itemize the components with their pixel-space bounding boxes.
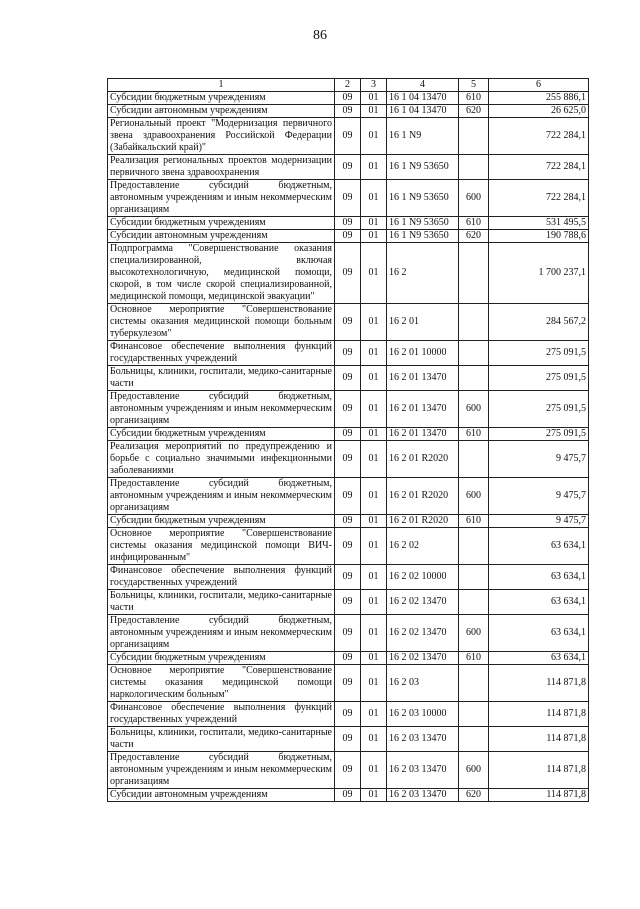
row-subsection-cell: 01 bbox=[361, 92, 387, 105]
row-target-article-cell: 16 2 01 R2020 bbox=[387, 478, 459, 515]
row-target-article-cell: 16 1 N9 53650 bbox=[387, 180, 459, 217]
table-row bbox=[108, 528, 589, 565]
row-expense-type-cell: 610 bbox=[459, 217, 489, 230]
row-amount-cell: 9 475,7 bbox=[489, 478, 589, 515]
row-expense-type-cell: 610 bbox=[459, 92, 489, 105]
row-expense-type-cell: 610 bbox=[459, 652, 489, 665]
row-subsection-cell: 01 bbox=[361, 180, 387, 217]
row-name-cell: Подпрограмма "Совершенствование оказания специализированной, включая высокотехнологичную, медицинской помощи, скорой, в том числе скорой специализированной, медицинской помощи, медицинской эвакуации" bbox=[108, 243, 335, 304]
row-section-cell: 09 bbox=[335, 105, 361, 118]
row-amount-cell: 722 284,1 bbox=[489, 180, 589, 217]
row-amount-cell: 9 475,7 bbox=[489, 441, 589, 478]
row-section-cell: 09 bbox=[335, 441, 361, 478]
row-target-article-cell: 16 2 02 13470 bbox=[387, 652, 459, 665]
row-section-cell: 09 bbox=[335, 515, 361, 528]
row-subsection-cell: 01 bbox=[361, 789, 387, 802]
row-amount-cell: 114 871,8 bbox=[489, 665, 589, 702]
row-name-cell: Финансовое обеспечение выполнения функций государственных учреждений bbox=[108, 702, 335, 727]
table-row bbox=[108, 230, 589, 243]
row-section-cell: 09 bbox=[335, 652, 361, 665]
row-section-cell: 09 bbox=[335, 565, 361, 590]
column-header: 4 bbox=[387, 79, 459, 92]
row-subsection-cell: 01 bbox=[361, 702, 387, 727]
row-section-cell: 09 bbox=[335, 155, 361, 180]
row-subsection-cell: 01 bbox=[361, 155, 387, 180]
row-expense-type-cell bbox=[459, 590, 489, 615]
row-name-cell: Региональный проект "Модернизация первичного звена здравоохранения Российской Федерации (Забайкальский край)" bbox=[108, 118, 335, 155]
row-subsection-cell: 01 bbox=[361, 528, 387, 565]
row-subsection-cell: 01 bbox=[361, 217, 387, 230]
row-amount-cell: 63 634,1 bbox=[489, 652, 589, 665]
row-name-cell: Предоставление субсидий бюджетным, автономным учреждениям и иным некоммерческим организациям bbox=[108, 180, 335, 217]
row-expense-type-cell: 610 bbox=[459, 428, 489, 441]
row-target-article-cell: 16 1 N9 53650 bbox=[387, 155, 459, 180]
row-expense-type-cell bbox=[459, 341, 489, 366]
row-subsection-cell: 01 bbox=[361, 105, 387, 118]
row-section-cell: 09 bbox=[335, 665, 361, 702]
row-name-cell: Больницы, клиники, госпитали, медико-санитарные части bbox=[108, 727, 335, 752]
row-subsection-cell: 01 bbox=[361, 366, 387, 391]
row-name-cell: Предоставление субсидий бюджетным, автономным учреждениям и иным некоммерческим организациям bbox=[108, 391, 335, 428]
row-name-cell: Предоставление субсидий бюджетным, автономным учреждениям и иным некоммерческим организациям bbox=[108, 752, 335, 789]
row-target-article-cell: 16 2 03 13470 bbox=[387, 789, 459, 802]
row-amount-cell: 722 284,1 bbox=[489, 155, 589, 180]
row-target-article-cell: 16 2 01 10000 bbox=[387, 341, 459, 366]
row-target-article-cell: 16 1 N9 bbox=[387, 118, 459, 155]
row-name-cell: Субсидии бюджетным учреждениям bbox=[108, 652, 335, 665]
row-amount-cell: 63 634,1 bbox=[489, 565, 589, 590]
row-expense-type-cell bbox=[459, 118, 489, 155]
table-row bbox=[108, 665, 589, 702]
row-name-cell: Основное мероприятие "Совершенствование системы оказания медицинской помощи наркологическим больным" bbox=[108, 665, 335, 702]
row-expense-type-cell bbox=[459, 304, 489, 341]
row-amount-cell: 275 091,5 bbox=[489, 391, 589, 428]
column-header: 5 bbox=[459, 79, 489, 92]
column-header: 2 bbox=[335, 79, 361, 92]
row-subsection-cell: 01 bbox=[361, 341, 387, 366]
row-section-cell: 09 bbox=[335, 230, 361, 243]
row-amount-cell: 63 634,1 bbox=[489, 615, 589, 652]
table-row bbox=[108, 92, 589, 105]
table-row bbox=[108, 752, 589, 789]
row-section-cell: 09 bbox=[335, 180, 361, 217]
row-subsection-cell: 01 bbox=[361, 590, 387, 615]
row-section-cell: 09 bbox=[335, 366, 361, 391]
table-row bbox=[108, 366, 589, 391]
row-amount-cell: 531 495,5 bbox=[489, 217, 589, 230]
table-row bbox=[108, 789, 589, 802]
row-amount-cell: 26 625,0 bbox=[489, 105, 589, 118]
row-name-cell: Субсидии бюджетным учреждениям bbox=[108, 428, 335, 441]
row-expense-type-cell bbox=[459, 727, 489, 752]
row-section-cell: 09 bbox=[335, 217, 361, 230]
column-header: 1 bbox=[108, 79, 335, 92]
row-amount-cell: 722 284,1 bbox=[489, 118, 589, 155]
row-name-cell: Реализация региональных проектов модернизации первичного звена здравоохранения bbox=[108, 155, 335, 180]
row-amount-cell: 275 091,5 bbox=[489, 366, 589, 391]
row-target-article-cell: 16 2 02 13470 bbox=[387, 590, 459, 615]
row-amount-cell: 114 871,8 bbox=[489, 727, 589, 752]
row-amount-cell: 284 567,2 bbox=[489, 304, 589, 341]
row-expense-type-cell: 620 bbox=[459, 105, 489, 118]
row-target-article-cell: 16 2 02 13470 bbox=[387, 615, 459, 652]
row-amount-cell: 275 091,5 bbox=[489, 341, 589, 366]
row-expense-type-cell: 600 bbox=[459, 752, 489, 789]
row-target-article-cell: 16 2 02 10000 bbox=[387, 565, 459, 590]
row-target-article-cell: 16 2 03 10000 bbox=[387, 702, 459, 727]
row-expense-type-cell: 600 bbox=[459, 180, 489, 217]
table-row bbox=[108, 105, 589, 118]
table-row bbox=[108, 441, 589, 478]
row-expense-type-cell: 620 bbox=[459, 230, 489, 243]
row-amount-cell: 9 475,7 bbox=[489, 515, 589, 528]
row-expense-type-cell: 600 bbox=[459, 478, 489, 515]
row-section-cell: 09 bbox=[335, 789, 361, 802]
row-subsection-cell: 01 bbox=[361, 243, 387, 304]
row-name-cell: Больницы, клиники, госпитали, медико-санитарные части bbox=[108, 366, 335, 391]
row-expense-type-cell bbox=[459, 565, 489, 590]
row-expense-type-cell bbox=[459, 528, 489, 565]
row-section-cell: 09 bbox=[335, 391, 361, 428]
row-subsection-cell: 01 bbox=[361, 752, 387, 789]
row-subsection-cell: 01 bbox=[361, 304, 387, 341]
row-amount-cell: 255 886,1 bbox=[489, 92, 589, 105]
row-name-cell: Предоставление субсидий бюджетным, автономным учреждениям и иным некоммерческим организациям bbox=[108, 615, 335, 652]
row-subsection-cell: 01 bbox=[361, 515, 387, 528]
row-subsection-cell: 01 bbox=[361, 665, 387, 702]
row-expense-type-cell bbox=[459, 366, 489, 391]
table-row bbox=[108, 180, 589, 217]
row-expense-type-cell: 600 bbox=[459, 391, 489, 428]
row-name-cell: Финансовое обеспечение выполнения функций государственных учреждений bbox=[108, 565, 335, 590]
row-target-article-cell: 16 2 03 13470 bbox=[387, 752, 459, 789]
row-amount-cell: 114 871,8 bbox=[489, 789, 589, 802]
row-section-cell: 09 bbox=[335, 428, 361, 441]
row-subsection-cell: 01 bbox=[361, 118, 387, 155]
row-target-article-cell: 16 2 01 R2020 bbox=[387, 441, 459, 478]
row-section-cell: 09 bbox=[335, 702, 361, 727]
row-expense-type-cell bbox=[459, 155, 489, 180]
table-row bbox=[108, 615, 589, 652]
row-amount-cell: 275 091,5 bbox=[489, 428, 589, 441]
row-section-cell: 09 bbox=[335, 304, 361, 341]
row-target-article-cell: 16 1 04 13470 bbox=[387, 105, 459, 118]
row-amount-cell: 114 871,8 bbox=[489, 752, 589, 789]
row-target-article-cell: 16 2 01 R2020 bbox=[387, 515, 459, 528]
row-subsection-cell: 01 bbox=[361, 391, 387, 428]
row-name-cell: Субсидии бюджетным учреждениям bbox=[108, 217, 335, 230]
row-target-article-cell: 16 2 01 13470 bbox=[387, 428, 459, 441]
table-row bbox=[108, 727, 589, 752]
table-row bbox=[108, 652, 589, 665]
row-expense-type-cell: 600 bbox=[459, 615, 489, 652]
row-amount-cell: 1 700 237,1 bbox=[489, 243, 589, 304]
row-subsection-cell: 01 bbox=[361, 478, 387, 515]
row-section-cell: 09 bbox=[335, 528, 361, 565]
row-section-cell: 09 bbox=[335, 341, 361, 366]
row-name-cell: Основное мероприятие "Совершенствование системы оказания медицинской помощи ВИЧ-инфицированным" bbox=[108, 528, 335, 565]
row-expense-type-cell bbox=[459, 665, 489, 702]
page-number: 86 bbox=[313, 28, 327, 43]
row-amount-cell: 114 871,8 bbox=[489, 702, 589, 727]
row-target-article-cell: 16 1 04 13470 bbox=[387, 92, 459, 105]
table-row bbox=[108, 590, 589, 615]
row-target-article-cell: 16 2 02 bbox=[387, 528, 459, 565]
row-expense-type-cell bbox=[459, 702, 489, 727]
row-expense-type-cell: 620 bbox=[459, 789, 489, 802]
row-name-cell: Основное мероприятие "Совершенствование системы оказания медицинской помощи больным туберкулезом" bbox=[108, 304, 335, 341]
row-name-cell: Больницы, клиники, госпитали, медико-санитарные части bbox=[108, 590, 335, 615]
row-section-cell: 09 bbox=[335, 615, 361, 652]
row-subsection-cell: 01 bbox=[361, 230, 387, 243]
row-target-article-cell: 16 2 03 13470 bbox=[387, 727, 459, 752]
row-amount-cell: 63 634,1 bbox=[489, 528, 589, 565]
budget-table bbox=[107, 78, 589, 802]
table-row bbox=[108, 702, 589, 727]
row-subsection-cell: 01 bbox=[361, 565, 387, 590]
table-row bbox=[108, 391, 589, 428]
row-expense-type-cell bbox=[459, 441, 489, 478]
row-section-cell: 09 bbox=[335, 118, 361, 155]
table-row bbox=[108, 515, 589, 528]
row-subsection-cell: 01 bbox=[361, 428, 387, 441]
row-subsection-cell: 01 bbox=[361, 727, 387, 752]
row-target-article-cell: 16 2 bbox=[387, 243, 459, 304]
table-row bbox=[108, 118, 589, 155]
table-body bbox=[108, 92, 589, 802]
row-name-cell: Финансовое обеспечение выполнения функций государственных учреждений bbox=[108, 341, 335, 366]
row-subsection-cell: 01 bbox=[361, 441, 387, 478]
row-section-cell: 09 bbox=[335, 92, 361, 105]
row-section-cell: 09 bbox=[335, 727, 361, 752]
table-row bbox=[108, 478, 589, 515]
row-name-cell: Субсидии автономным учреждениям bbox=[108, 789, 335, 802]
row-target-article-cell: 16 2 03 bbox=[387, 665, 459, 702]
row-target-article-cell: 16 2 01 13470 bbox=[387, 391, 459, 428]
row-section-cell: 09 bbox=[335, 590, 361, 615]
table-row bbox=[108, 155, 589, 180]
row-expense-type-cell bbox=[459, 243, 489, 304]
table-row bbox=[108, 565, 589, 590]
row-name-cell: Предоставление субсидий бюджетным, автономным учреждениям и иным некоммерческим организациям bbox=[108, 478, 335, 515]
row-amount-cell: 190 788,6 bbox=[489, 230, 589, 243]
row-subsection-cell: 01 bbox=[361, 615, 387, 652]
row-target-article-cell: 16 1 N9 53650 bbox=[387, 230, 459, 243]
table-row bbox=[108, 428, 589, 441]
row-target-article-cell: 16 2 01 13470 bbox=[387, 366, 459, 391]
row-section-cell: 09 bbox=[335, 243, 361, 304]
column-header: 3 bbox=[361, 79, 387, 92]
table-row bbox=[108, 341, 589, 366]
row-name-cell: Субсидии автономным учреждениям bbox=[108, 105, 335, 118]
row-name-cell: Субсидии бюджетным учреждениям bbox=[108, 92, 335, 105]
table-row bbox=[108, 304, 589, 341]
row-section-cell: 09 bbox=[335, 752, 361, 789]
row-name-cell: Субсидии бюджетным учреждениям bbox=[108, 515, 335, 528]
row-section-cell: 09 bbox=[335, 478, 361, 515]
row-amount-cell: 63 634,1 bbox=[489, 590, 589, 615]
table-row bbox=[108, 243, 589, 304]
row-name-cell: Субсидии автономным учреждениям bbox=[108, 230, 335, 243]
table-row bbox=[108, 217, 589, 230]
row-target-article-cell: 16 1 N9 53650 bbox=[387, 217, 459, 230]
row-name-cell: Реализация мероприятий по предупреждению и борьбе с социально значимыми инфекционными заболеваниями bbox=[108, 441, 335, 478]
column-header: 6 bbox=[489, 79, 589, 92]
row-expense-type-cell: 610 bbox=[459, 515, 489, 528]
row-target-article-cell: 16 2 01 bbox=[387, 304, 459, 341]
table-header-row bbox=[108, 79, 589, 92]
row-subsection-cell: 01 bbox=[361, 652, 387, 665]
